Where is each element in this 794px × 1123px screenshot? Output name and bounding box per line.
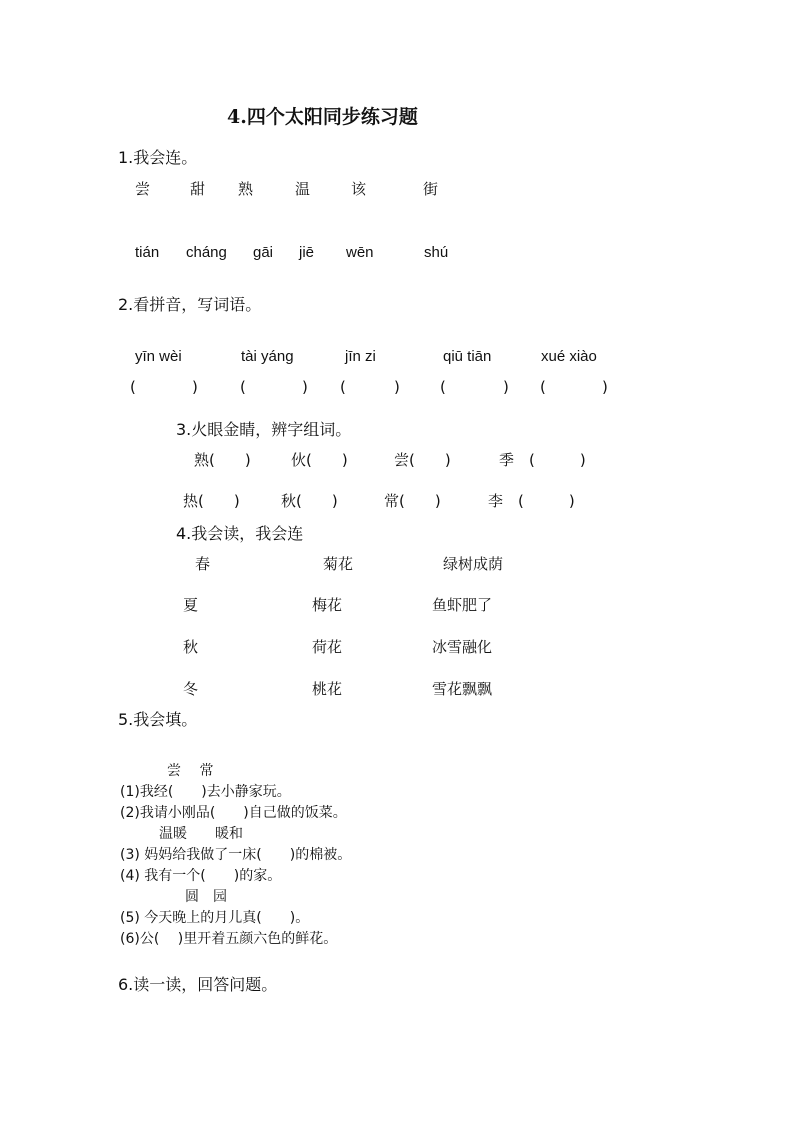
q4-flower: 菊花 — [323, 555, 354, 573]
q1-pinyin: tián — [135, 244, 160, 261]
q3-item: 热( ) — [183, 492, 240, 510]
q2-answer-open: ( — [130, 378, 136, 396]
q2-pinyin: qiū tiān — [443, 348, 492, 365]
q5-word-choices: 尝 常 — [167, 763, 214, 779]
q5-sentence: (1)我经( )去小静家玩。 — [120, 784, 291, 800]
q1-pinyin: gāi — [253, 244, 274, 261]
q1-char: 熟 — [238, 180, 254, 198]
q1-pinyin: jiē — [299, 244, 315, 261]
q4-scene: 绿树成荫 — [443, 555, 504, 573]
q5-word-choices: 温暖 暖和 — [159, 826, 243, 842]
q3-heading: 3.火眼金睛，辨字组词。 — [176, 420, 352, 439]
q3-item: 季 ( ) — [499, 451, 586, 469]
q2-answer-close: ) — [394, 378, 400, 396]
q4-season: 冬 — [183, 680, 199, 698]
q4-flower: 桃花 — [312, 680, 343, 698]
q2-pinyin: tài yáng — [241, 348, 294, 365]
q6-heading: 6.读一读，回答问题。 — [118, 975, 278, 994]
q4-scene: 冰雪融化 — [432, 638, 493, 656]
q4-season: 夏 — [183, 596, 199, 614]
q2-answer-close: ) — [503, 378, 509, 396]
q3-item: 伙( ) — [291, 451, 348, 469]
q3-item: 李 ( ) — [488, 492, 575, 510]
q1-char: 温 — [295, 180, 311, 198]
q3-item: 尝( ) — [394, 451, 451, 469]
q2-heading: 2.看拼音，写词语。 — [118, 295, 262, 314]
q2-pinyin: yīn wèi — [135, 348, 182, 365]
q1-char: 该 — [351, 180, 367, 198]
q1-pinyin: wēn — [346, 244, 374, 261]
q5-sentence: (2)我请小刚品( )自己做的饭菜。 — [120, 805, 347, 821]
q5-sentence: (6)公( )里开着五颜六色的鲜花。 — [120, 931, 338, 947]
q4-flower: 梅花 — [312, 596, 343, 614]
q5-sentence: (4) 我有一个( )的家。 — [120, 868, 282, 884]
q2-answer-close: ) — [192, 378, 198, 396]
q1-heading: 1.我会连。 — [118, 148, 198, 167]
q4-scene: 鱼虾肥了 — [432, 596, 493, 614]
q5-sentence: (3) 妈妈给我做了一床( )的棉被。 — [120, 847, 352, 863]
q1-pinyin: cháng — [186, 244, 227, 261]
q1-char: 甜 — [190, 180, 206, 198]
q5-word-choices: 圆 园 — [185, 889, 227, 905]
q2-answer-open: ( — [240, 378, 246, 396]
q1-pinyin: shú — [424, 244, 449, 261]
q2-answer-open: ( — [340, 378, 346, 396]
q3-item: 秋( ) — [281, 492, 338, 510]
q2-answer-close: ) — [602, 378, 608, 396]
q2-answer-open: ( — [440, 378, 446, 396]
q3-item: 熟( ) — [194, 451, 251, 469]
q5-heading: 5.我会填。 — [118, 710, 198, 729]
page-title: 4.四个太阳同步练习题 — [227, 106, 418, 128]
q4-season: 春 — [195, 555, 211, 573]
q4-heading: 4.我会读，我会连 — [176, 524, 304, 543]
q4-season: 秋 — [183, 638, 199, 656]
q4-flower: 荷花 — [312, 638, 343, 656]
q4-scene: 雪花飘飘 — [432, 680, 493, 698]
q3-item: 常( ) — [384, 492, 441, 510]
q2-pinyin: xué xiào — [541, 348, 597, 365]
q1-char: 街 — [423, 180, 439, 198]
q2-answer-close: ) — [302, 378, 308, 396]
q1-char: 尝 — [135, 180, 151, 198]
q5-sentence: (5) 今天晚上的月儿真( )。 — [120, 910, 310, 926]
q2-answer-open: ( — [540, 378, 546, 396]
q2-pinyin: jīn zi — [345, 348, 376, 365]
